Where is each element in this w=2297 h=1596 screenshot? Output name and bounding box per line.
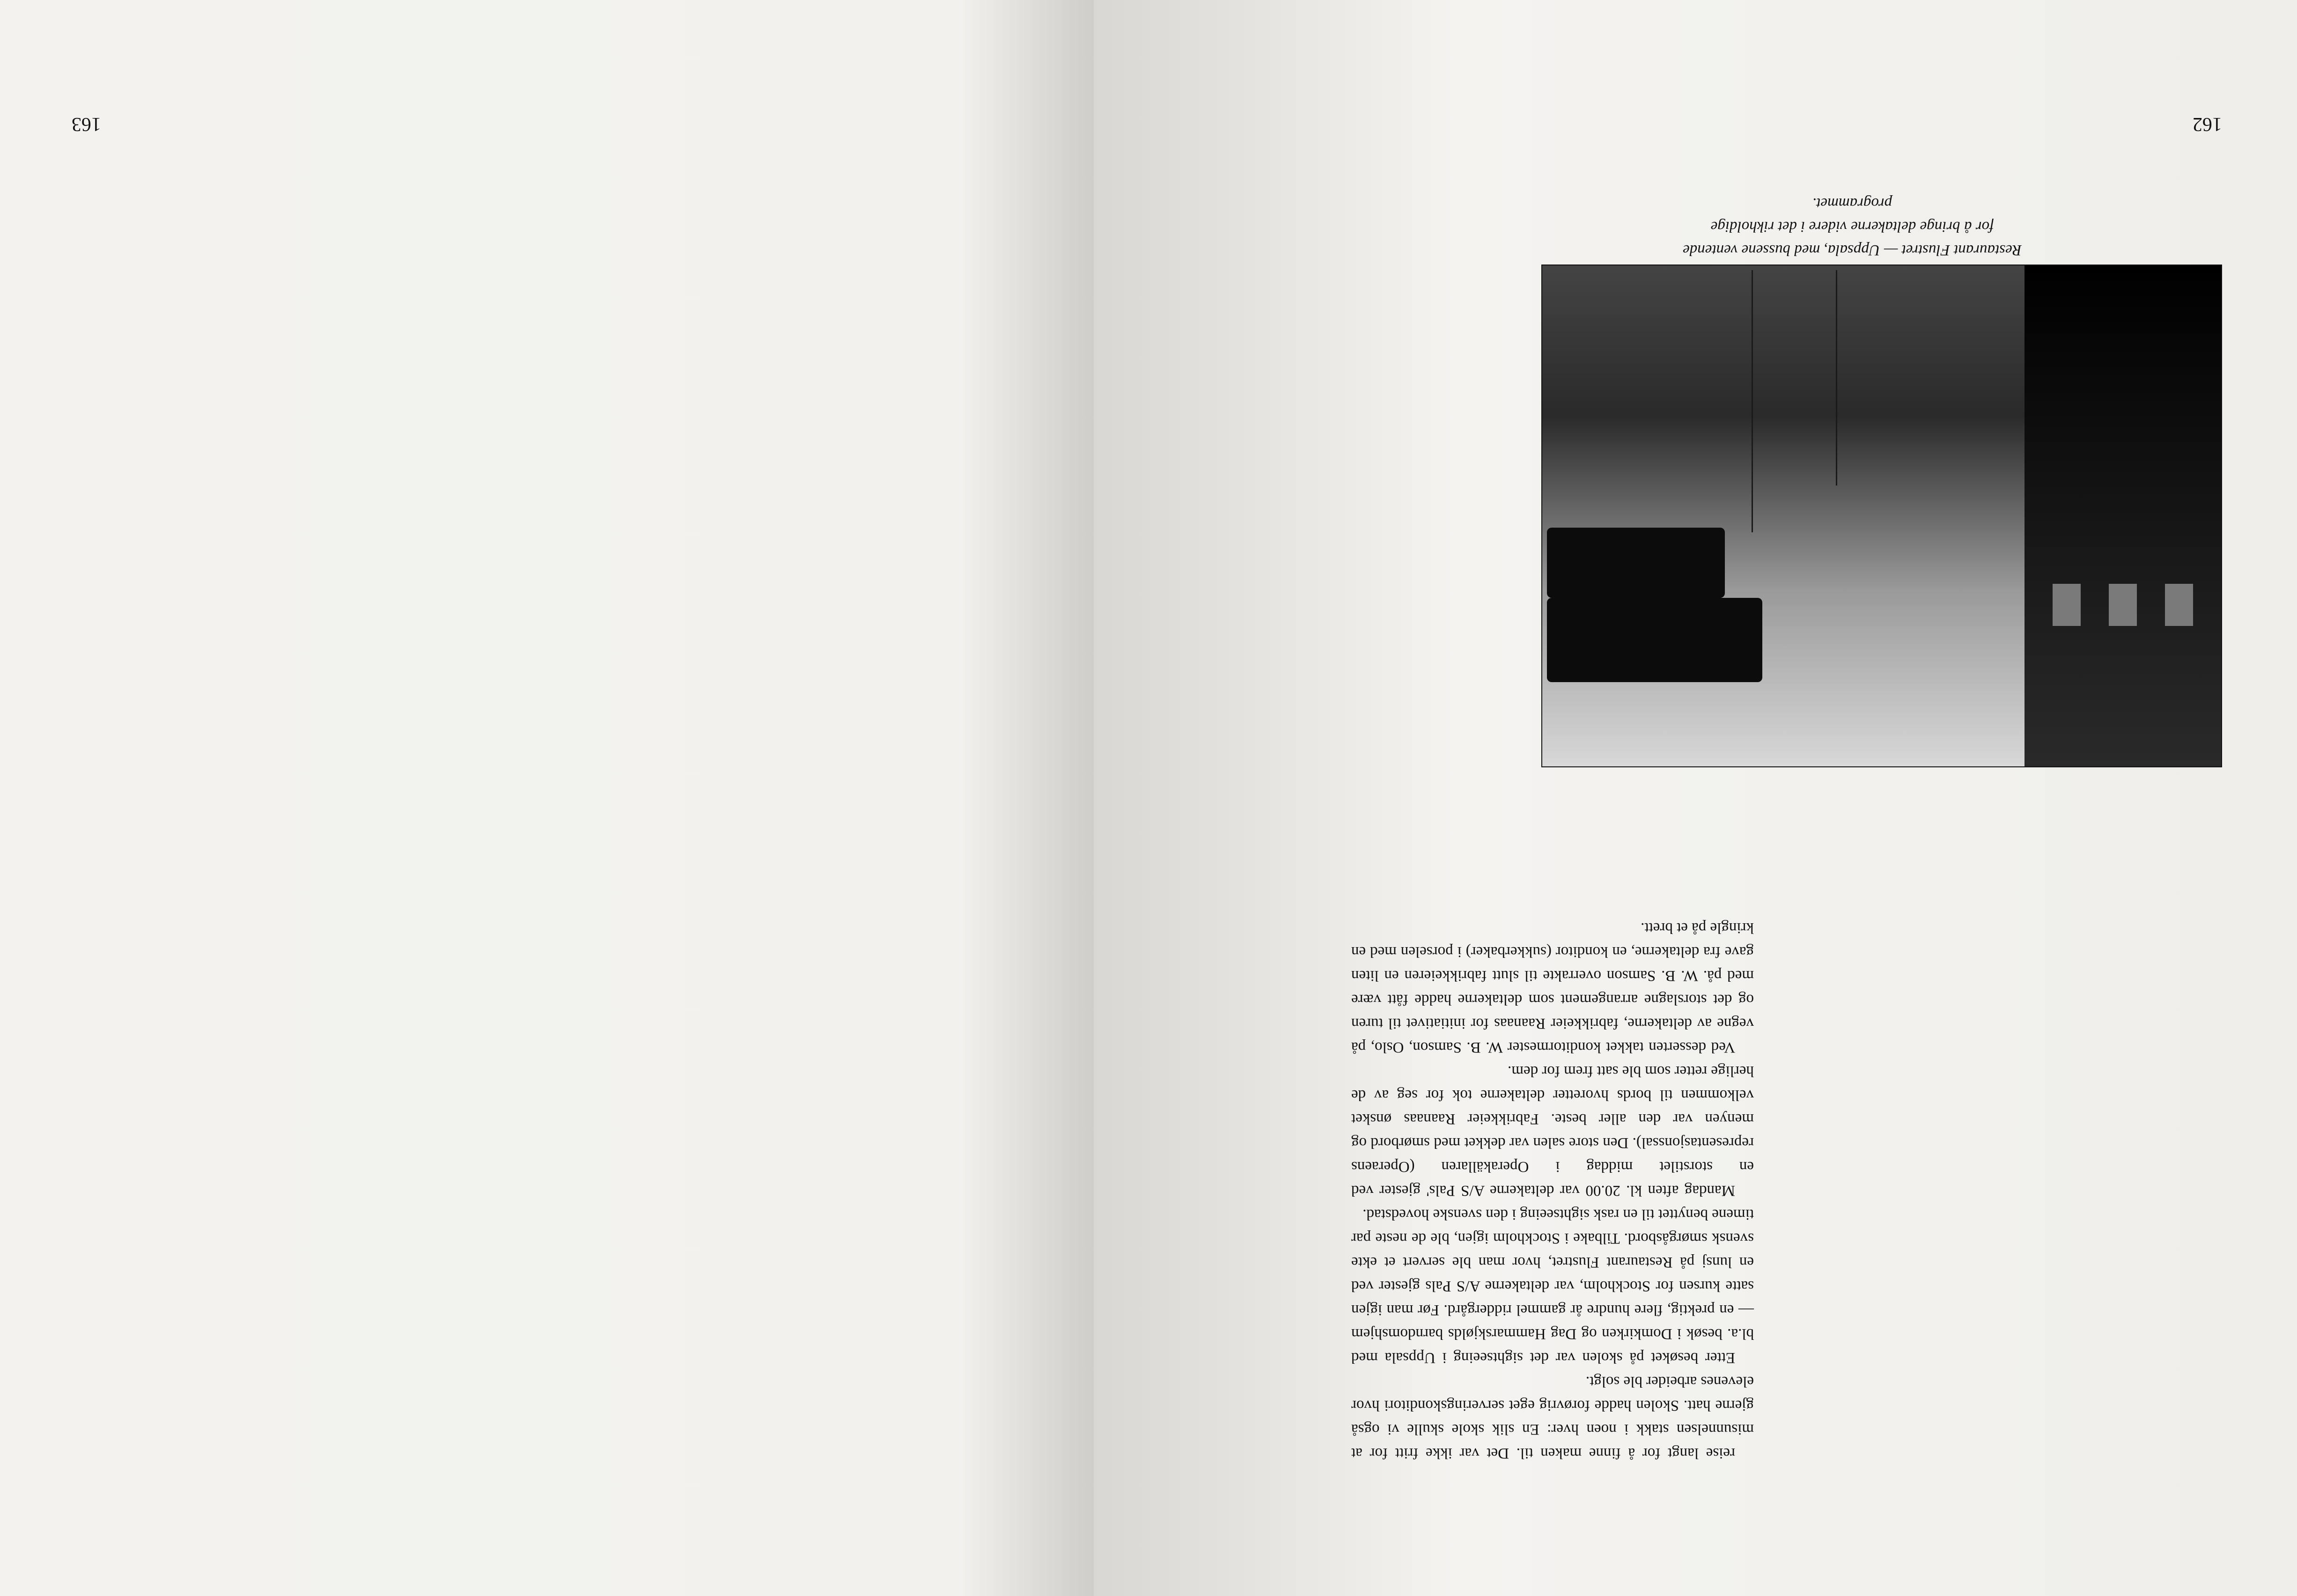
paragraph: reise langt for å finne maken til. Det var ikke fritt for at misunnelsen stakk i noen hver: En slik skole skulle vi også gjerne hatt. Skolen hadde forøvrig eget serveringskonditori hvor elevenes arbeider ble solgt. [1351, 1373, 1754, 1462]
window [2165, 584, 2193, 626]
caption-line: Restaurant Flustret — Uppsala, med bussene ventende [1683, 242, 2022, 258]
page-number: 162 [2193, 113, 2222, 135]
paragraph: Etter besøket på skolen var det sightseeing i Uppsala med bl.a. besøk i Domkirken og Dag Hammarskjølds barndomshjem — en prektig, flere hundre år gammel riddergård. Før man igjen satte kursen for Stockholm, var deltakerne A/S Pals gjester ved en lunsj på Restaurant Flustret, hvor man ble servert et ekte svensk smørgåsbord. Tilbake i Stockholm igjen, ble de neste par timene benyttet til en rask sightseeing i den svenske hovedstad. [1351, 1206, 1754, 1366]
caption-line: for å bringe deltakerne videre i det rikholdige [1710, 218, 1994, 235]
window [2053, 584, 2081, 626]
paragraph: Ved desserten takket konditormester W. B. Samson, Oslo, på vegne av deltakerne, fabrikkeier Raanaas for initiativet til turen og det storslagne arrangement som deltakerne hadde fått være med på. W. B. Samson overrakte til slutt fabrikkeieren en liten gave fra deltakerne, en konditor (sukkerbaker) i porselen med en kringle på et brett. [1351, 919, 1754, 1056]
restaurant-photo [1541, 265, 2222, 767]
paragraph: Mandag aften kl. 20.00 var deltakerne A/S Pals' gjester ved en storstilet middag i Operakällaren (Operaens representasjonssal). Den store salen var dekket med smørbord og menyen var den aller beste. Fabrikkeier Raanaas ønsket velkommen til bords hvoretter deltakerne tok for seg av de herlige retter som ble satt frem for dem. [1351, 1063, 1754, 1199]
bus [1547, 528, 1725, 598]
page-162 [1094, 0, 2297, 1596]
page-number: 163 [72, 113, 101, 135]
tree [1836, 270, 1837, 485]
window [2109, 584, 2137, 626]
photo-caption [1548, 191, 2157, 262]
text-column-right [1351, 800, 1754, 1465]
tree [1752, 270, 1753, 532]
building [2025, 265, 2221, 766]
page-163 [0, 0, 1094, 1596]
caption-line: programmet. [1812, 195, 1892, 212]
bus [1547, 598, 1762, 682]
